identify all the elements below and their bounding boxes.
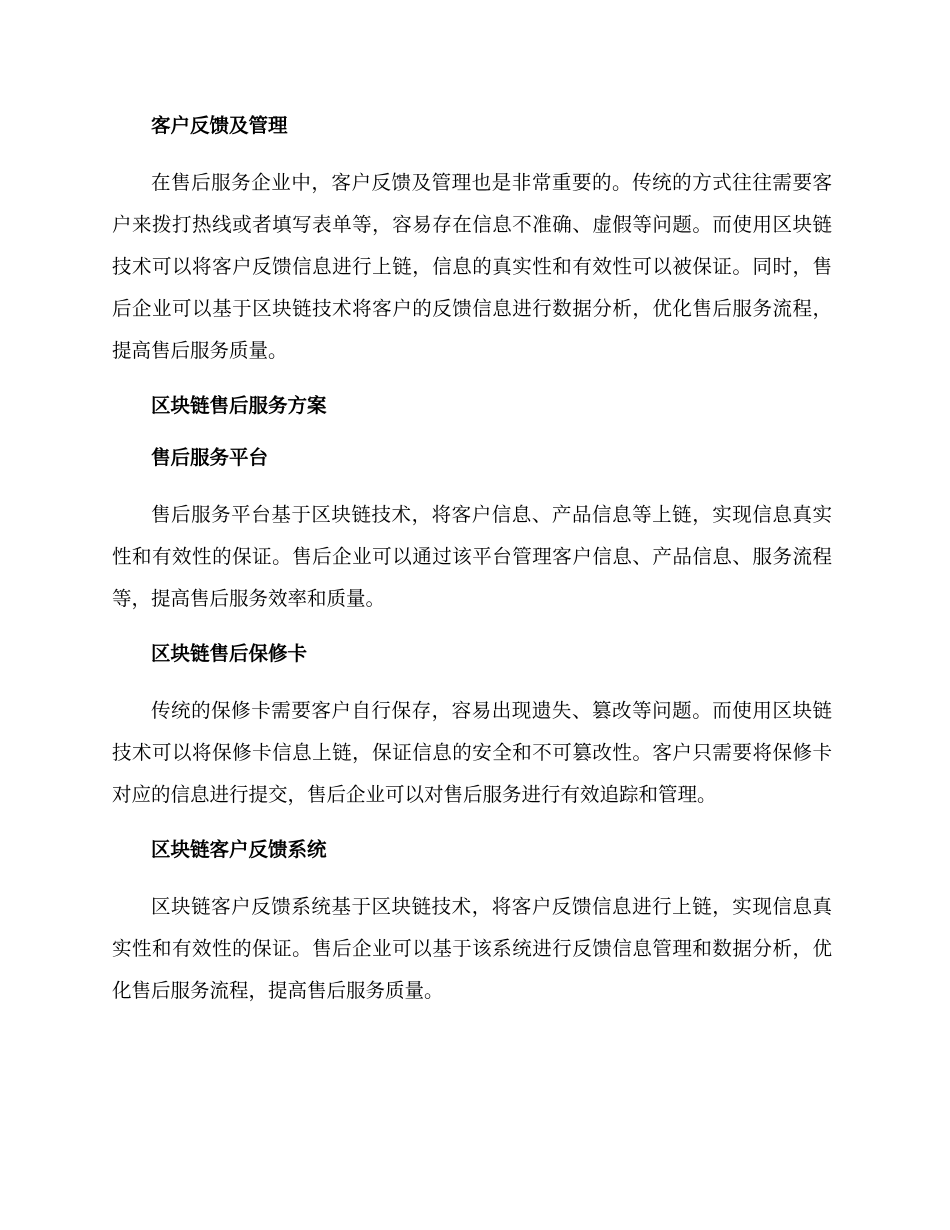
paragraph-feedback-system: 区块链客户反馈系统基于区块链技术，将客户反馈信息进行上链，实现信息真实性和有效性的保证。售后企业可以基于该系统进行反馈信息管理和数据分析，优化售后服务流程，提高售后服务质量。 bbox=[112, 895, 832, 1002]
document-page bbox=[112, 108, 832, 1012]
paragraph-warranty-card: 传统的保修卡需要客户自行保存，容易出现遗失、篡改等问题。而使用区块链技术可以将保修卡信息上链，保证信息的安全和不可篡改性。客户只需要将保修卡对应的信息进行提交，售后企业可以对售后服务进行有效追踪和管理。 bbox=[112, 699, 832, 806]
paragraph-customer-feedback: 在售后服务企业中，客户反馈及管理也是非常重要的。传统的方式往往需要客户来拨打热线或者填写表单等，容易存在信息不准确、虚假等问题。而使用区块链技术可以将客户反馈信息进行上链，信息的真实性和有效性可以被保证。同时，售后企业可以基于区块链技术将客户的反馈信息进行数据分析，优化售后服务流程，提高售后服务质量。 bbox=[112, 171, 832, 362]
section-heading-warranty-card: 区块链售后保修卡 bbox=[151, 642, 308, 665]
section-heading-feedback-system: 区块链客户反馈系统 bbox=[151, 838, 327, 861]
section-heading-blockchain-solution: 区块链售后服务方案 bbox=[151, 394, 327, 417]
paragraph-service-platform: 售后服务平台基于区块链技术，将客户信息、产品信息等上链，实现信息真实性和有效性的保证。售后企业可以通过该平台管理客户信息、产品信息、服务流程等，提高售后服务效率和质量。 bbox=[112, 503, 832, 610]
section-heading-service-platform: 售后服务平台 bbox=[151, 446, 269, 469]
section-heading-customer-feedback: 客户反馈及管理 bbox=[151, 114, 288, 137]
